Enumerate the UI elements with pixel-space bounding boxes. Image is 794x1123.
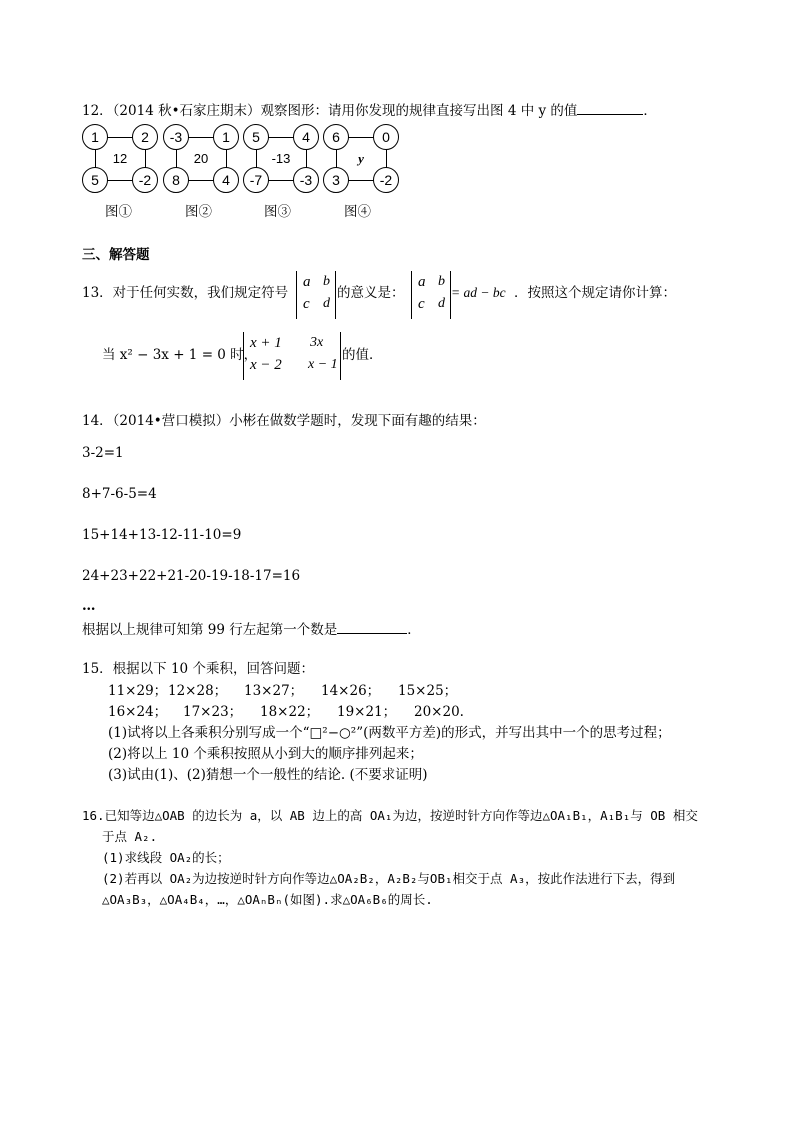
det-d: d	[438, 296, 445, 311]
q15-title: 15．根据以下 10 个乘积，回答问题：	[82, 661, 314, 677]
det-b: b	[438, 274, 445, 289]
det-b: b	[323, 274, 330, 289]
det2-b: 3x	[310, 335, 324, 350]
q13-suffix: ．按照这个规定请你计算：	[514, 285, 676, 301]
center-value: y	[358, 151, 364, 166]
q12-answer-blank	[577, 100, 643, 115]
circle-bottom-left: 8	[163, 167, 189, 193]
section-heading: 三、解答题	[82, 247, 150, 262]
det2-c: x − 2	[250, 357, 282, 373]
q15-row-1	[108, 682, 457, 700]
product: 18×22；	[260, 704, 320, 720]
q14-line-3: 15+14+13-12-11-10=9	[82, 527, 242, 543]
circle-top-left: 6	[323, 124, 349, 150]
q16-part-2b: △OA₃B₃，△OA₄B₄，…，△OAₙBₙ(如图).求△OA₆B₆的周长.	[102, 892, 433, 907]
det-a: a	[303, 274, 311, 290]
q13-determinant-def	[296, 271, 336, 319]
product: 13×27；	[244, 683, 304, 699]
q14-line-2: 8+7-6-5=4	[82, 486, 157, 502]
q14-answer-blank	[337, 619, 407, 634]
q13-condition: 当 x² − 3x + 1 = 0 时，	[102, 347, 258, 363]
q12-text	[82, 100, 657, 120]
circle-top-right: 0	[373, 124, 399, 150]
q14-question	[82, 619, 421, 639]
circle-top-right: 2	[132, 124, 158, 150]
figure-2	[163, 124, 239, 194]
q16-line-2: 于点 A₂.	[102, 829, 158, 844]
q13-prefix: 13．对于任何实数，我们规定符号	[82, 285, 289, 301]
figure-caption: 图①	[105, 204, 132, 220]
q16-line-1: 16.已知等边△OAB 的边长为 a，以 AB 边上的高 OA₁为边，按逆时针方向作等边△OA₁B₁，A₁B₁与 OB 相交	[82, 808, 698, 823]
q13-equation: = ad − bc	[451, 285, 506, 300]
product: 20×20.	[414, 704, 464, 720]
q12-suffix: ．	[643, 103, 657, 119]
q14-line-4: 24+23+22+21-20-19-18-17=16	[82, 568, 301, 584]
product: 15×25；	[398, 683, 458, 699]
q14-line-1: 3-2=1	[82, 445, 124, 461]
det-a: a	[418, 274, 426, 290]
figure-caption: 图④	[344, 204, 371, 220]
circle-bottom-left: 5	[82, 167, 108, 193]
det2-d: x − 1	[308, 357, 338, 372]
q15-part-2: (2)将以上 10 个乘积按照从小到大的顺序排列起来；	[108, 746, 423, 762]
figure-caption: 图③	[264, 204, 291, 220]
product: 12×28；	[168, 683, 228, 699]
figure-1	[82, 124, 158, 194]
circle-bottom-right: 4	[213, 167, 239, 193]
figure-4	[323, 124, 399, 194]
q13-determinant	[243, 332, 341, 380]
circle-bottom-right: -2	[132, 167, 158, 193]
circle-bottom-left: 3	[323, 167, 349, 193]
product: 14×26；	[321, 683, 381, 699]
circle-top-right: 1	[213, 124, 239, 150]
q14-suffix: ．	[407, 622, 421, 638]
q15-row-2	[108, 703, 464, 721]
circle-bottom-right: -2	[373, 167, 399, 193]
center-value: 12	[112, 151, 128, 166]
det-c: c	[303, 296, 310, 312]
q13-determinant-def-2	[411, 271, 451, 319]
det2-a: x + 1	[250, 335, 282, 351]
q13-middle: 的意义是：	[337, 285, 405, 301]
circle-bottom-left: -7	[243, 167, 269, 193]
q14-ellipsis: …	[82, 598, 96, 614]
circle-top-left: 5	[243, 124, 269, 150]
q16-part-2a: (2)若再以 OA₂为边按逆时针方向作等边△OA₂B₂，A₂B₂与OB₁相交于点 A₃，按此作法进行下去，得到	[102, 871, 676, 886]
det-c: c	[418, 296, 425, 312]
circle-bottom-right: -3	[293, 167, 319, 193]
product: 16×24；	[108, 704, 168, 720]
circle-top-left: -3	[163, 124, 189, 150]
q13-line2-suffix: 的值．	[342, 347, 383, 363]
q16-part-1: (1)求线段 OA₂的长；	[102, 850, 230, 865]
det-d: d	[323, 296, 330, 311]
circle-top-left: 1	[82, 124, 108, 150]
figure-3	[243, 124, 319, 194]
q14-title: 14．（2014•营口模拟）小彬在做数学题时，发现下面有趣的结果：	[82, 413, 486, 429]
center-value: 20	[193, 151, 209, 166]
product: 11×29；	[108, 683, 168, 699]
q15-part-1: (1)试将以上各乘积分别写成一个“□²−○²”(两数平方差)的形式，并写出其中一个的思考过程；	[108, 725, 671, 741]
circle-top-right: 4	[293, 124, 319, 150]
product: 17×23；	[183, 704, 243, 720]
figure-caption: 图②	[185, 204, 212, 220]
q14-question-text: 根据以上规律可知第 99 行左起第一个数是	[82, 622, 338, 638]
center-value: -13	[271, 151, 291, 166]
q15-part-3: (3)试由(1)、(2)猜想一个一般性的结论. (不要求证明)	[108, 767, 428, 783]
q12-prefix: 12．（2014 秋•石家庄期末）观察图形：请用你发现的规律直接写出图 4 中 y 的值	[82, 103, 578, 119]
product: 19×21；	[337, 704, 397, 720]
